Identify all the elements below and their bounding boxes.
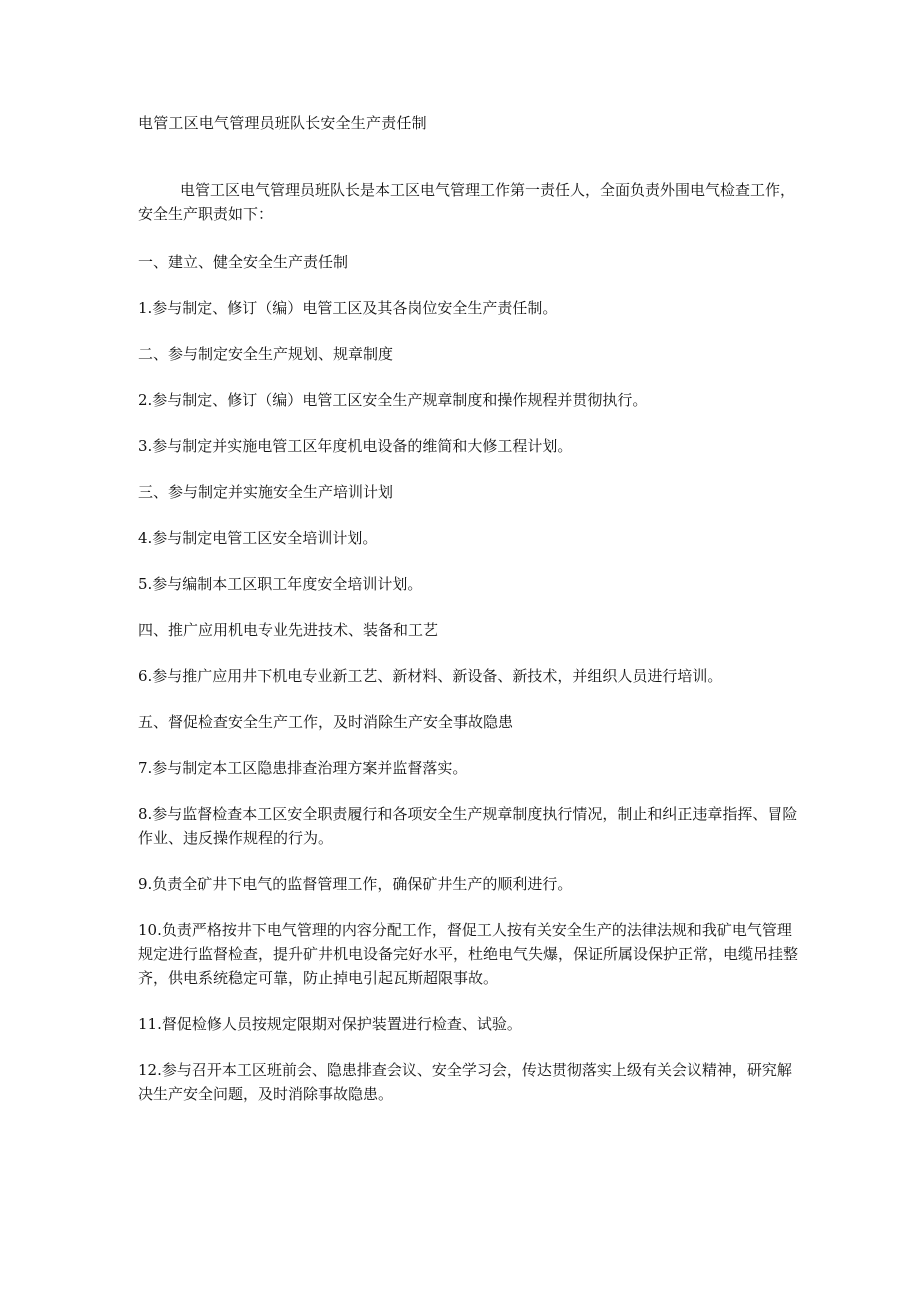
responsibility-item-6: 6.参与推广应用井下机电专业新工艺、新材料、新设备、新技术，并组织人员进行培训。 xyxy=(138,667,723,685)
section-heading-3: 三、参与制定并实施安全生产培训计划 xyxy=(138,483,394,501)
section-heading-1: 一、建立、健全安全生产责任制 xyxy=(138,253,349,271)
section-heading-5: 五、督促检查安全生产工作，及时消除生产安全事故隐患 xyxy=(138,713,514,731)
document-content xyxy=(138,112,798,1128)
responsibility-item-9: 9.负责全矿井下电气的监督管理工作，确保矿井生产的顺利进行。 xyxy=(138,875,573,893)
intro-paragraph: 电管工区电气管理员班队长是本工区电气管理工作第一责任人，全面负责外围电气检查工作，安全生产职责如下： xyxy=(138,181,796,223)
responsibility-item-7: 7.参与制定本工区隐患排查治理方案并监督落实。 xyxy=(138,759,468,777)
section-heading-4: 四、推广应用机电专业先进技术、装备和工艺 xyxy=(138,621,439,639)
responsibility-item-8: 8.参与监督检查本工区安全职责履行和各项安全生产规章制度执行情况，制止和纠正违章指挥、冒险作业、违反操作规程的行为。 xyxy=(138,805,798,847)
responsibility-item-10: 10.负责严格按井下电气管理的内容分配工作，督促工人按有关安全生产的法律法规和我矿电气管理规定进行监督检查，提升矿井机电设备完好水平，杜绝电气失爆，保证所属设保护正常，电缆吊挂整齐，供电系统稳定可靠，防止掉电引起瓦斯超限事故。 xyxy=(138,921,799,987)
responsibility-item-11: 11.督促检修人员按规定限期对保护装置进行检查、试验。 xyxy=(138,1015,522,1033)
document-title: 电管工区电气管理员班队长安全生产责任制 xyxy=(138,114,427,132)
responsibility-item-12: 12.参与召开本工区班前会、隐患排查会议、安全学习会，传达贯彻落实上级有关会议精神，研究解决生产安全问题，及时消除事故隐患。 xyxy=(138,1061,792,1103)
responsibility-item-2: 2.参与制定、修订（编）电管工区安全生产规章制度和操作规程并贯彻执行。 xyxy=(138,391,648,409)
responsibility-item-1: 1.参与制定、修订（编）电管工区及其各岗位安全生产责任制。 xyxy=(138,299,558,317)
section-heading-2: 二、参与制定安全生产规划、规章制度 xyxy=(138,345,394,363)
responsibility-item-3: 3.参与制定并实施电管工区年度机电设备的维简和大修工程计划。 xyxy=(138,437,573,455)
responsibility-item-5: 5.参与编制本工区职工年度安全培训计划。 xyxy=(138,575,423,593)
responsibility-item-4: 4.参与制定电管工区安全培训计划。 xyxy=(138,529,378,547)
